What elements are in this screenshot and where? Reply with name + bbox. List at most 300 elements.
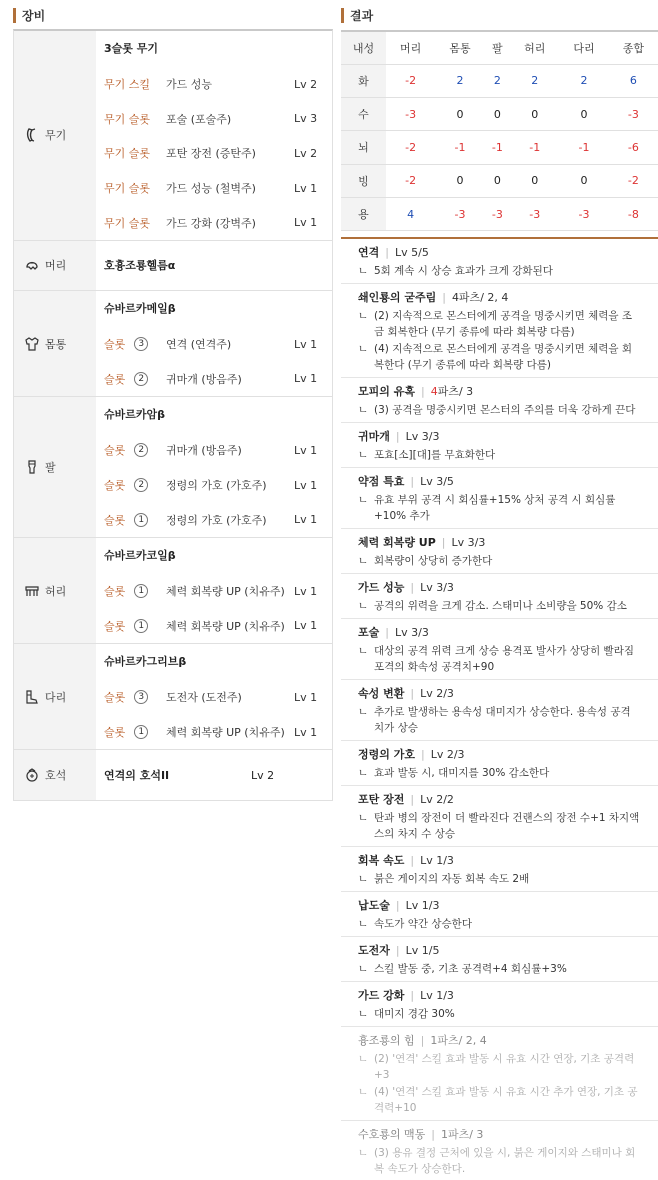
column-header: 팔 (485, 31, 510, 64)
category-head (14, 241, 96, 290)
category-label: 무기 (45, 129, 67, 143)
skill-summary-header (358, 289, 658, 307)
skill-summary-name: 포술 (358, 626, 380, 639)
indent-marker: ㄴ (358, 404, 369, 416)
resistance-value: -1 (559, 131, 608, 164)
resistance-value: 2 (435, 64, 484, 97)
skill-level: Lv 1 (294, 725, 318, 739)
table-header-row (341, 31, 658, 64)
resistance-value: -2 (609, 164, 658, 197)
equipment-skill-line (104, 574, 332, 609)
skill-name: 귀마개 (방음주) (166, 444, 242, 458)
resistance-value: -6 (609, 131, 658, 164)
skill-summary-item (341, 574, 658, 619)
separator: | (385, 626, 389, 639)
resistance-value: -1 (510, 131, 559, 164)
skill-effect-text: (2) '연격' 스킬 효과 발동 시 유효 시간 연장, 기초 공격력+3 (374, 1053, 635, 1081)
slot-type: 무기 스킬 (104, 78, 151, 92)
skill-summary-item (341, 239, 658, 284)
skill-level: Lv 3 (294, 112, 318, 126)
equipment-skill-line (104, 715, 332, 750)
column-header: 허리 (510, 31, 559, 64)
skill-summary-name: 쇄인룡의 굳주림 (358, 291, 437, 304)
skill-effect-line (358, 1006, 658, 1022)
skill-summary-item (341, 892, 658, 937)
skill-level: Lv 2 (294, 77, 318, 91)
slot-type: 슬롯 1 (104, 512, 166, 528)
indent-marker: ㄴ (358, 310, 369, 322)
separator: | (420, 748, 425, 761)
slot-level-badge: 3 (134, 337, 148, 351)
skill-effect-line (358, 765, 658, 781)
skill-summary-name: 회복 속도 (358, 854, 405, 867)
skill-summary-header (358, 942, 658, 960)
equipment-title: 장비 (22, 8, 46, 23)
title-accent-bar (341, 8, 344, 23)
skill-summary-name: 포탄 장전 (358, 793, 405, 806)
element-label: 용 (341, 198, 386, 231)
equipment-row-legs (14, 644, 332, 750)
indent-marker: ㄴ (358, 600, 369, 612)
skill-summary-header (358, 579, 658, 597)
skill-summary-header (358, 428, 658, 446)
skill-summary-level: Lv 3/3 (394, 626, 429, 639)
skill-effect-text: 회복량이 상당히 증가한다 (374, 555, 493, 567)
equipment-skill-line (104, 67, 332, 102)
resistance-value: -1 (485, 131, 510, 164)
resistance-value: 4 (386, 198, 435, 231)
equipment-detail (96, 291, 332, 396)
slot-type: 무기 슬롯 (104, 182, 151, 196)
skill-summary-level: Lv 1/3 (420, 989, 454, 1002)
skill-summary-name: 체력 회복량 UP (358, 536, 436, 549)
category-weapon (14, 31, 96, 240)
skill-level: Lv 1 (294, 216, 318, 230)
chest-armor-icon (23, 335, 41, 353)
skill-summary-name: 정령의 가호 (358, 748, 415, 761)
skill-summary-item (341, 1121, 658, 1180)
skill-effect-line (358, 402, 658, 418)
slot-level-badge: 1 (134, 513, 148, 527)
slot-type: 슬롯 1 (104, 583, 166, 599)
equipment-skill-line (104, 171, 332, 206)
skill-summary-name: 수호룡의 맥동 (358, 1128, 426, 1141)
equipment-name: 슈바르카코일β (104, 548, 176, 562)
resistance-value: -1 (435, 131, 484, 164)
slot-type: 무기 슬롯 (104, 216, 151, 230)
skill-summary-item (341, 741, 658, 786)
skill-summary-header (358, 383, 658, 401)
skill-effect-text: 대상의 공격 위력 크게 상승 용격포 발사가 상당히 빨라짐 포격의 화속성 공격치+90 (374, 645, 634, 673)
skill-summary-item (341, 378, 658, 423)
resistance-value: 0 (485, 97, 510, 130)
skill-effect-text: (4) 지속적으로 몬스터에게 공격을 명중시키면 체력을 회복한다 (무기 종류에 따라 회복량 다름) (374, 343, 633, 371)
resistance-value: 0 (435, 97, 484, 130)
equipment-section-title (13, 6, 45, 24)
skill-level: Lv 1 (294, 690, 318, 704)
slot-type: 무기 슬롯 (104, 112, 151, 126)
skill-summary-level: Lv 5/5 (394, 246, 429, 259)
indent-marker: ㄴ (358, 645, 369, 657)
skill-effect-text: 붉은 게이지의 자동 회복 속도 2배 (374, 873, 530, 885)
indent-marker: ㄴ (358, 767, 369, 779)
equipment-skill-line (104, 680, 332, 715)
skill-summary-item (341, 468, 658, 529)
resistance-value: 0 (559, 97, 608, 130)
slot-type: 슬롯 1 (104, 618, 166, 634)
resistance-value: -3 (485, 198, 510, 231)
skill-summary-header (358, 1126, 658, 1144)
slot-level-badge: 1 (134, 725, 148, 739)
slot-type: 슬롯 1 (104, 724, 166, 740)
equipment-row-charm (14, 750, 332, 800)
skill-summary-list (341, 237, 658, 1180)
separator: | (441, 536, 446, 549)
skill-summary-header (358, 852, 658, 870)
charm-icon (23, 766, 41, 784)
equipment-skill-line (104, 468, 332, 503)
resistance-value: 0 (559, 164, 608, 197)
skill-summary-item (341, 619, 658, 680)
equipment-detail (96, 241, 332, 290)
skill-summary-name: 속성 변환 (358, 687, 405, 700)
resistance-value: -2 (386, 164, 435, 197)
indent-marker: ㄴ (358, 812, 369, 824)
category-label: 허리 (45, 584, 67, 598)
equipment-name: 슈바르카암β (104, 408, 166, 422)
slot-level-badge: 2 (134, 478, 148, 492)
skill-effect-line (358, 961, 658, 977)
equipment-detail (96, 397, 332, 537)
result-section-title (341, 6, 373, 24)
resistance-value: -3 (386, 97, 435, 130)
skill-effect-text: 유효 부위 공격 시 회심률+15% 상처 공격 시 회심률+10% 추가 (374, 494, 616, 522)
indent-marker: ㄴ (358, 1053, 369, 1065)
equipment-row-head (14, 241, 332, 291)
category-arms (14, 397, 96, 537)
skill-effect-text: 속도가 약간 상승한다 (374, 918, 472, 930)
skill-summary-item (341, 937, 658, 982)
indent-marker: ㄴ (358, 1147, 369, 1159)
equipment-skill-line (104, 136, 332, 171)
resistance-value: 6 (609, 64, 658, 97)
skill-effect-line (358, 553, 658, 569)
skill-effect-text: 5회 계속 시 상승 효과가 크게 강화된다 (374, 265, 553, 277)
skill-name: 가드 강화 (강벽주) (166, 216, 256, 230)
skill-summary-name: 약점 특효 (358, 475, 405, 488)
separator: | (431, 1128, 435, 1141)
skill-level: Lv 1 (294, 372, 318, 386)
skill-effect-line (358, 871, 658, 887)
equipment-name: 3슬롯 무기 (104, 42, 158, 55)
resistance-table (341, 30, 658, 231)
skill-name: 체력 회복량 UP (치유주) (166, 585, 285, 599)
separator: | (442, 291, 446, 304)
column-header: 다리 (559, 31, 608, 64)
skill-summary-level: 4파츠/ 3 (430, 385, 474, 398)
resistance-value: 0 (510, 164, 559, 197)
skill-summary-level: Lv 3/5 (420, 475, 454, 488)
indent-marker: ㄴ (358, 918, 369, 930)
slot-type: 슬롯 3 (104, 689, 166, 705)
indent-marker: ㄴ (358, 963, 369, 975)
waist-armor-icon (23, 582, 41, 600)
skill-summary-name: 가드 강화 (358, 989, 405, 1002)
indent-marker: ㄴ (358, 873, 369, 885)
skill-summary-header (358, 624, 658, 642)
skill-effect-text: (3) 공격을 명중시키면 몬스터의 주의를 더욱 강하게 끈다 (374, 404, 636, 416)
skill-effect-line (358, 704, 658, 736)
equipment-name: 연격의 호석II (104, 769, 170, 783)
separator: | (410, 793, 415, 806)
separator: | (410, 989, 415, 1002)
resistance-value: -3 (609, 97, 658, 130)
skill-summary-item (341, 423, 658, 468)
slot-level-badge: 1 (134, 584, 148, 598)
equipment-skill-line (104, 102, 332, 137)
separator: | (410, 581, 415, 594)
skill-summary-item (341, 529, 658, 574)
separator: | (410, 475, 415, 488)
separator: | (395, 944, 400, 957)
skill-summary-level: Lv 3/3 (420, 581, 454, 594)
skill-summary-header (358, 534, 658, 552)
skill-name: 연격 (연격주) (166, 338, 232, 352)
indent-marker: ㄴ (358, 494, 369, 506)
resistance-value: -8 (609, 198, 658, 231)
skill-effect-line (358, 1084, 658, 1116)
indent-marker: ㄴ (358, 265, 369, 277)
separator: | (385, 246, 389, 259)
skill-summary-name: 가드 성능 (358, 581, 405, 594)
category-label: 다리 (45, 690, 67, 704)
table-row (341, 131, 658, 164)
equipment-row-weapon (14, 31, 332, 241)
slot-level-badge: 1 (134, 619, 148, 633)
resistance-value: 2 (559, 64, 608, 97)
skill-level: Lv 1 (294, 478, 318, 492)
gauntlet-icon (23, 458, 41, 476)
skill-effect-line (358, 447, 658, 463)
category-label: 머리 (45, 259, 67, 273)
skill-summary-item (341, 284, 658, 378)
skill-summary-level: 1파츠/ 3 (440, 1128, 484, 1141)
skill-name: 정령의 가호 (가호주) (166, 479, 267, 493)
slot-type: 슬롯 2 (104, 477, 166, 493)
skill-effect-line (358, 810, 658, 842)
column-header: 몸통 (435, 31, 484, 64)
skill-level: Lv 1 (294, 619, 318, 633)
skill-level: Lv 2 (294, 146, 318, 160)
indent-marker: ㄴ (358, 1008, 369, 1020)
skill-summary-item (341, 847, 658, 892)
element-label: 수 (341, 97, 386, 130)
resistance-value: 0 (435, 164, 484, 197)
skill-summary-header (358, 746, 658, 764)
category-charm (14, 750, 96, 800)
column-header: 종합 (609, 31, 658, 64)
skill-summary-item (341, 1027, 658, 1121)
slot-type: 슬롯 2 (104, 442, 166, 458)
table-row (341, 97, 658, 130)
skill-summary-item (341, 982, 658, 1027)
equipment-skill-line (104, 205, 332, 240)
resistance-value: -3 (510, 198, 559, 231)
skill-effect-text: 스킬 발동 중, 기초 공격력+4 회심률+3% (374, 963, 567, 975)
separator: | (410, 687, 415, 700)
separator: | (420, 385, 425, 398)
weapon-icon (23, 126, 41, 144)
skill-summary-level: 1파츠/ 2, 4 (430, 1034, 487, 1047)
skill-effect-text: 대미지 경감 30% (374, 1008, 455, 1020)
equipment-row-arms (14, 397, 332, 538)
skill-summary-item (341, 680, 658, 741)
skill-effect-text: (4) '연격' 스킬 효과 발동 시 유효 시간 추가 연장, 기초 공격력+10 (374, 1086, 638, 1114)
equipment-skill-line (104, 433, 332, 468)
separator: | (395, 430, 400, 443)
result-title: 결과 (350, 8, 374, 23)
skill-summary-level: Lv 2/3 (430, 748, 465, 761)
slot-type: 슬롯 2 (104, 371, 166, 387)
slot-level-badge: 3 (134, 690, 148, 704)
skill-effect-line (358, 492, 658, 524)
skill-level: Lv 1 (294, 337, 318, 351)
indent-marker: ㄴ (358, 706, 369, 718)
skill-name: 포탄 장전 (증탄주) (166, 147, 256, 161)
separator: | (410, 854, 415, 867)
skill-effect-text: (3) 용유 결정 근처에 있을 시, 붉은 게이지와 스태미나 회복 속도가 상승한다. (374, 1147, 636, 1175)
skill-effect-text: 탄과 병의 장전이 더 빨라진다 건랜스의 장전 수+1 차지액스의 차지 수 상승 (374, 812, 640, 840)
resistance-value: 0 (485, 164, 510, 197)
skill-level: Lv 1 (294, 584, 318, 598)
slot-level-badge: 2 (134, 443, 148, 457)
separator: | (395, 899, 400, 912)
skill-summary-name: 흉조룡의 힘 (358, 1034, 415, 1047)
skill-summary-level: Lv 3/3 (451, 536, 486, 549)
skill-name: 가드 성능 (166, 78, 213, 92)
skill-summary-level: Lv 2/2 (420, 793, 454, 806)
skill-effect-text: (2) 지속적으로 몬스터에게 공격을 명중시키면 체력을 조금 회복한다 (무기 종류에 따라 회복량 다름) (374, 310, 633, 338)
skill-name: 포술 (포술주) (166, 112, 232, 126)
skill-summary-header (358, 987, 658, 1005)
skill-summary-name: 연격 (358, 246, 380, 259)
element-label: 빙 (341, 164, 386, 197)
skill-summary-name: 도전자 (358, 944, 390, 957)
skill-effect-line (358, 1051, 658, 1083)
column-header: 내성 (341, 31, 386, 64)
separator: | (420, 1034, 425, 1047)
category-label: 몸통 (45, 337, 67, 351)
resistance-value: 2 (510, 64, 559, 97)
equipment-skill-line (104, 327, 332, 362)
resistance-value: -2 (386, 131, 435, 164)
slot-level-badge: 2 (134, 372, 148, 386)
equipment-skill-line (104, 362, 332, 397)
resistance-value: -3 (559, 198, 608, 231)
skill-effect-text: 추가로 발생하는 용속성 대미지가 상승한다. 용속성 공격치가 상승 (374, 706, 631, 734)
skill-effect-text: 포효[소][대]를 무효화한다 (374, 449, 496, 461)
equipment-detail (96, 538, 332, 643)
skill-name: 정령의 가호 (가호주) (166, 513, 267, 527)
skill-summary-level: Lv 3/3 (405, 430, 440, 443)
slot-type: 슬롯 3 (104, 336, 166, 352)
resistance-value: -3 (435, 198, 484, 231)
table-row (341, 164, 658, 197)
resistance-value: 0 (510, 97, 559, 130)
skill-effect-line (358, 643, 658, 675)
column-header: 머리 (386, 31, 435, 64)
equipment-detail (96, 31, 332, 240)
equipment-name: 호흉조룡헬름α (104, 258, 176, 272)
skill-level: Lv 1 (294, 181, 318, 195)
equipment-row-chest (14, 291, 332, 397)
skill-effect-line (358, 263, 658, 279)
skill-effect-line (358, 916, 658, 932)
category-chest (14, 291, 96, 396)
indent-marker: ㄴ (358, 449, 369, 461)
skill-effect-line (358, 598, 658, 614)
skill-summary-name: 납도술 (358, 899, 390, 912)
equipment-skill-line (104, 502, 332, 537)
skill-summary-level: Lv 1/3 (405, 899, 440, 912)
skill-level: Lv 1 (294, 513, 318, 527)
equipment-name: 슈바르카메일β (104, 301, 176, 315)
equipment-detail (96, 644, 332, 749)
skill-summary-item (341, 786, 658, 847)
table-row (341, 64, 658, 97)
skill-effect-line (358, 1145, 658, 1177)
equipment-name: 슈바르카그리브β (104, 655, 187, 669)
helmet-icon (23, 256, 41, 274)
skill-summary-level: Lv 1/3 (420, 854, 454, 867)
skill-summary-name: 모피의 유혹 (358, 385, 415, 398)
table-row (341, 198, 658, 231)
skill-name: 가드 성능 (철벽주) (166, 182, 256, 196)
skill-summary-level: Lv 1/5 (405, 944, 440, 957)
resistance-value: 2 (485, 64, 510, 97)
skill-summary-header (358, 473, 658, 491)
skill-name: 귀마개 (방음주) (166, 372, 242, 386)
category-label: 호석 (45, 769, 67, 783)
equipment-detail (96, 750, 332, 800)
equipment-skill-line (104, 609, 332, 644)
category-legs (14, 644, 96, 749)
skill-summary-header (358, 897, 658, 915)
resistance-value: -2 (386, 64, 435, 97)
equipment-row-waist (14, 538, 332, 644)
indent-marker: ㄴ (358, 1086, 369, 1098)
category-label: 팔 (45, 461, 56, 475)
skill-effect-line (358, 308, 658, 340)
skill-level: Lv 1 (294, 443, 318, 457)
indent-marker: ㄴ (358, 343, 369, 355)
skill-summary-header (358, 791, 658, 809)
slot-type: 무기 슬롯 (104, 147, 151, 161)
charm-level: Lv 2 (251, 768, 275, 782)
indent-marker: ㄴ (358, 555, 369, 567)
element-label: 화 (341, 64, 386, 97)
skill-summary-header (358, 685, 658, 703)
charm-line (104, 750, 332, 800)
skill-name: 도전자 (도전주) (166, 691, 242, 705)
boots-icon (23, 688, 41, 706)
skill-name: 체력 회복량 UP (치유주) (166, 726, 285, 740)
skill-summary-header (358, 244, 658, 262)
skill-effect-line (358, 341, 658, 373)
skill-summary-name: 귀마개 (358, 430, 390, 443)
skill-summary-level: Lv 2/3 (420, 687, 454, 700)
skill-name: 체력 회복량 UP (치유주) (166, 619, 285, 633)
